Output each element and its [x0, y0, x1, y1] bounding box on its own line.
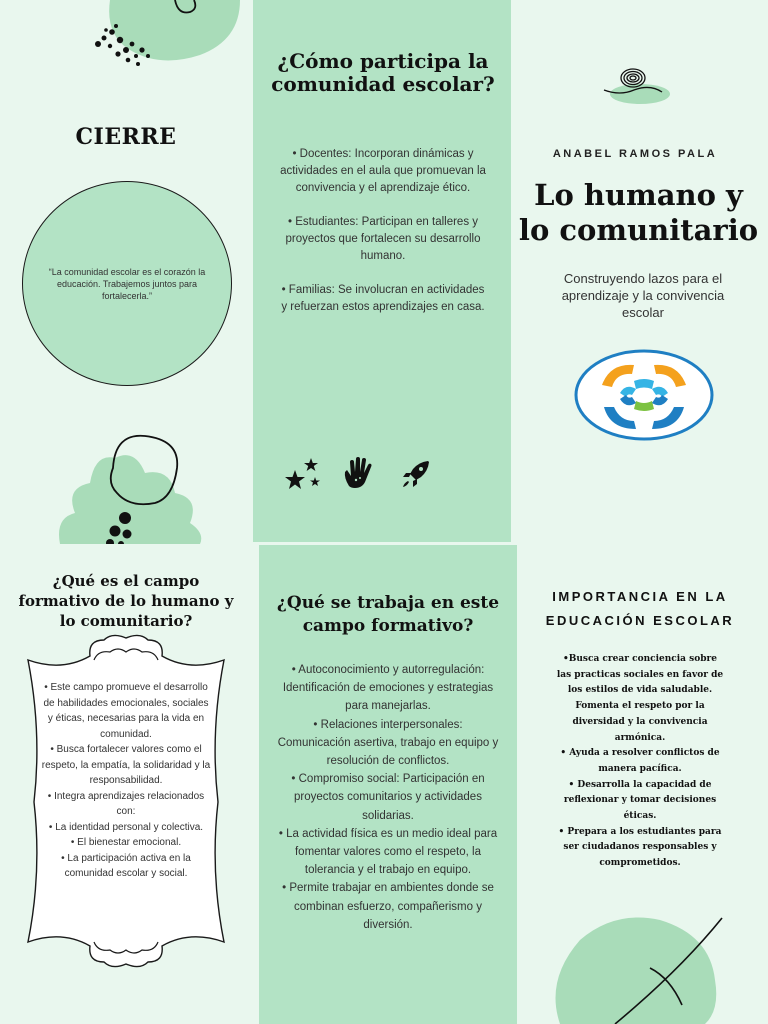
list-item: • Permite trabajar en ambientes donde se combinan esfuerzo, compañerismo y diversión. [282, 882, 494, 931]
campo-title: ¿Qué es el campo formativo de lo humano y lo comunitario? [18, 572, 234, 630]
list-item: • Familias: Se involucran en actividades y refuerzan estos aprendizajes en casa. [281, 284, 485, 313]
quote-text: “La comunidad escolar es el corazón la educación. Trabajemos juntos para fortalecerla.” [48, 266, 206, 301]
importancia-list [556, 652, 724, 872]
list-item: • Integra aprendizajes relacionados con: [47, 790, 205, 817]
list-item: • Desarrolla la capacidad de reflexionar y tomar decisiones éticas. [563, 779, 717, 822]
subtitle: Construyendo lazos para el aprendizaje y la convivencia escolar [561, 271, 725, 320]
trabaja-title: ¿Qué se trabaja en este campo formativo? [276, 593, 500, 636]
cierre-title: CIERRE [75, 124, 177, 150]
list-item: • La actividad física es un medio ideal para fomentar valores como el respeto, la tolerancia y el trabajo en equipo. [278, 827, 498, 877]
list-item: • Ayuda a resolver conflictos de manera pacífica. [560, 748, 720, 774]
list-item: • Estudiantes: Participan en talleres y proyectos que fortalecen su desarrollo humano. [285, 216, 481, 262]
campo-list [40, 680, 212, 882]
list-item: •Busca crear conciencia sobre las practicas sociales en favor de los estilos de vida saludable. [556, 654, 724, 696]
importancia-title: IMPORTANCIA EN LA EDUCACIÓN ESCOLAR [545, 589, 735, 628]
stars-icon [285, 458, 323, 490]
list-item: • Relaciones interpersonales: Comunicación asertiva, trabajo en equipo y resolución de conflictos. [277, 718, 499, 768]
decor-top-left [90, 0, 250, 70]
decor-left-middle [55, 428, 255, 544]
quote-circle [22, 181, 232, 386]
list-item: Fomenta el respeto por la diversidad y la convivencia armónica. [572, 701, 708, 743]
list-item: • El bienestar emocional. [70, 837, 182, 848]
list-item: • La participación activa en la comunidad escolar y social. [61, 852, 191, 879]
list-item: • Prepara a los estudiantes para ser ciudadanos responsables y comprometidos. [558, 826, 722, 869]
list-item: • Docentes: Incorporan dinámicas y actividades en el aula que promuevan la convivencia y el aprendizaje ético. [280, 148, 486, 194]
participa-list [278, 146, 488, 333]
author-name: ANABEL RAMOS PALA [552, 148, 718, 160]
list-item: • La identidad personal y colectiva. [48, 821, 204, 833]
trabaja-list [276, 661, 500, 934]
participa-title: ¿Cómo participa la comunidad escolar? [271, 49, 495, 96]
decor-bottom-right [550, 910, 768, 1024]
list-item: • Este campo promueve el desarrollo de habilidades emocionales, sociales y éticas, necesarias para la vida en comunidad. [43, 682, 209, 740]
main-title: Lo humano y lo comunitario [518, 178, 759, 247]
logo-icon [574, 349, 714, 441]
hand-icon [341, 456, 375, 490]
list-item: • Busca fortalecer valores como el respeto, la empatía, la solidaridad y la responsabilidad. [41, 744, 211, 786]
list-item: • Autoconocimiento y autorregulación: Identificación de emociones y estrategias para manejarlas. [282, 664, 494, 713]
list-item: • Compromiso social: Participación en proyectos comunitarios y actividades solidarias. [291, 773, 485, 822]
fingerprint-icon [600, 62, 672, 106]
rocket-icon [401, 459, 431, 489]
